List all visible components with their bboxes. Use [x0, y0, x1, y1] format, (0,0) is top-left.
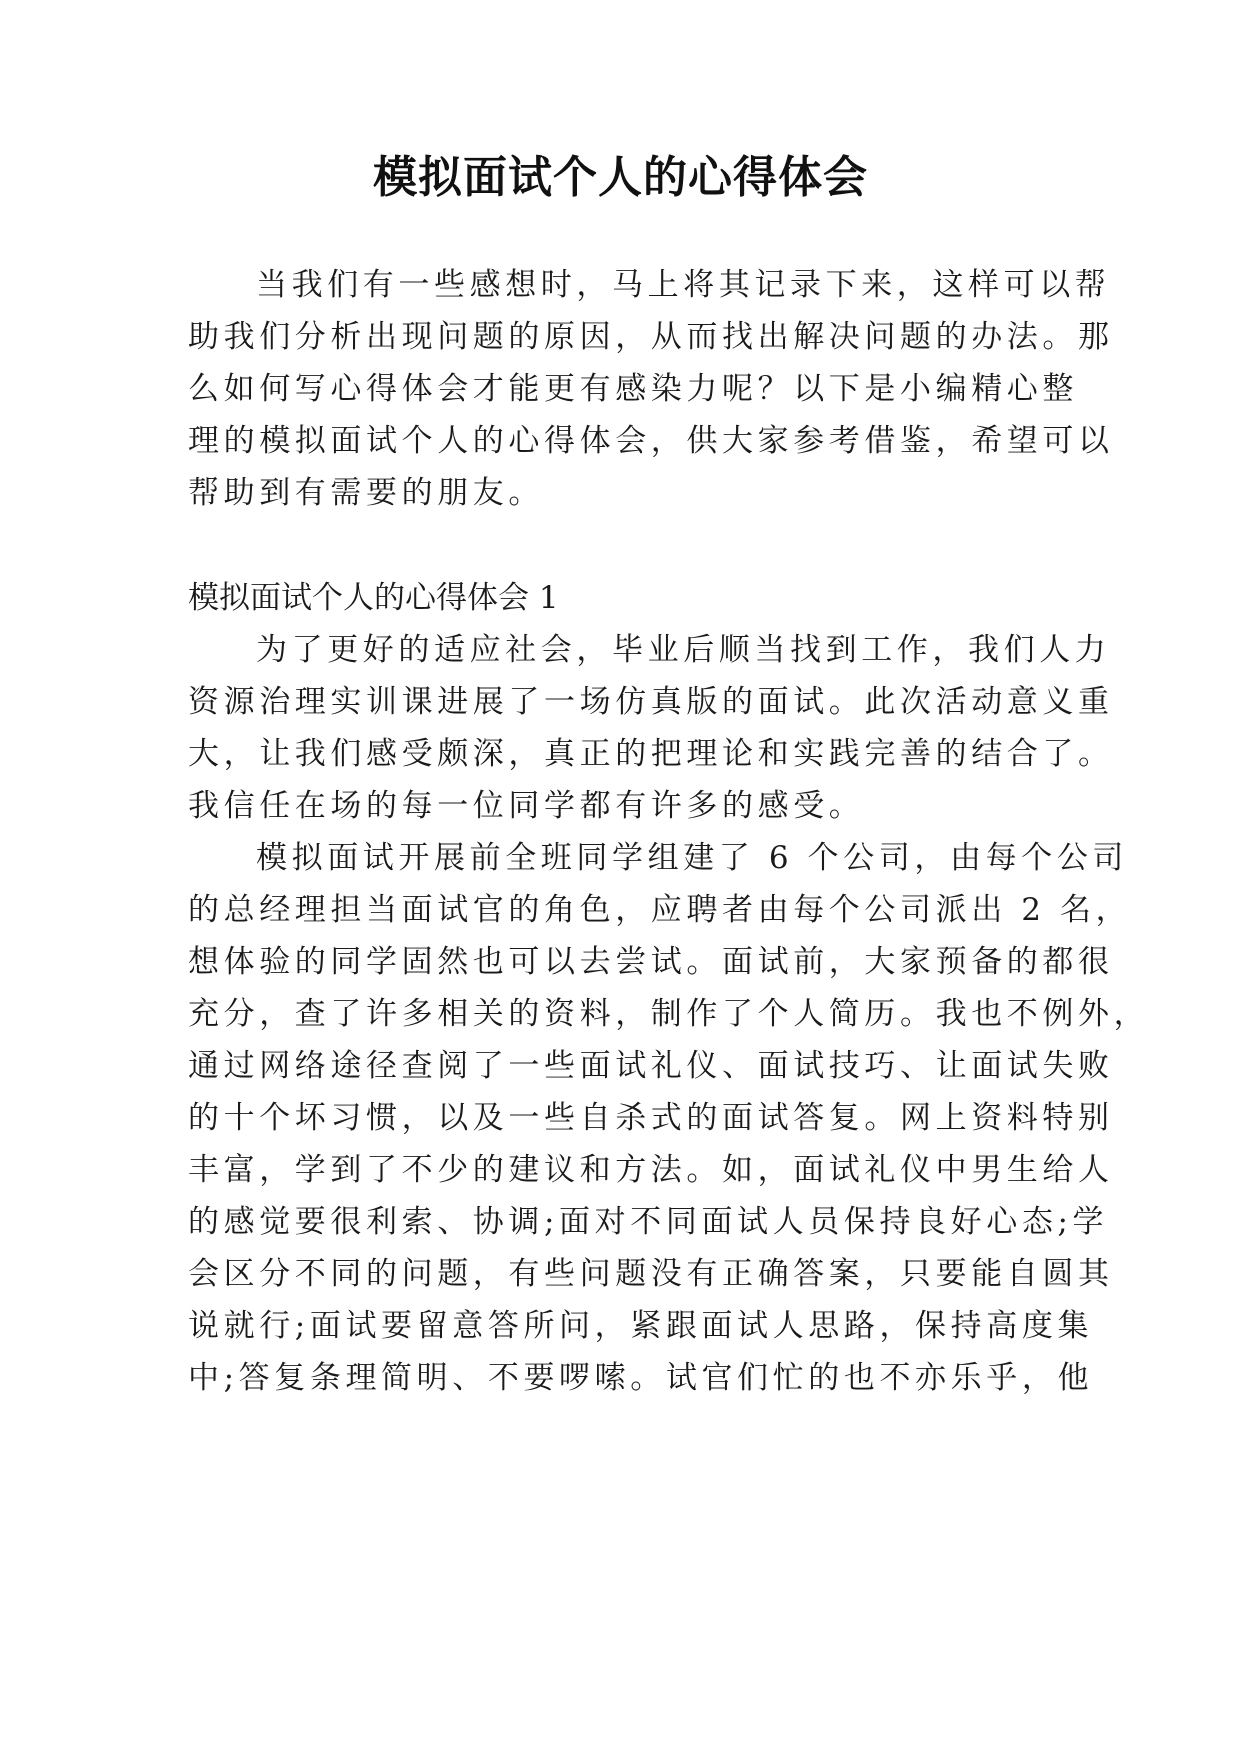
intro-line: 么如何写心得体会才能更有感染力呢？以下是小编精心整 — [188, 371, 1078, 407]
paragraph-line: 丰富，学到了不少的建议和方法。如，面试礼仪中男生给人 — [188, 1152, 1114, 1188]
paragraph-line: 模拟面试开展前全班同学组建了 6 个公司，由每个公司 — [256, 840, 1129, 876]
paragraph-line: 说就行;面试要留意答所问，紧跟面试人思路，保持高度集 — [188, 1308, 1094, 1344]
paragraph-line: 为了更好的适应社会，毕业后顺当找到工作，我们人力 — [256, 632, 1111, 668]
paragraph-line: 通过网络途径查阅了一些面试礼仪、面试技巧、让面试失败 — [188, 1048, 1114, 1084]
intro-line: 助我们分析出现问题的原因，从而找出解决问题的办法。那 — [188, 319, 1114, 355]
paragraph-line: 的十个坏习惯，以及一些自杀式的面试答复。网上资料特别 — [188, 1100, 1114, 1136]
intro-line: 帮助到有需要的朋友。 — [188, 475, 544, 511]
paragraph-line: 大，让我们感受颇深，真正的把理论和实践完善的结合了。 — [188, 736, 1114, 772]
paragraph-line: 的感觉要很利索、协调;面对不同面试人员保持良好心态;学 — [188, 1204, 1109, 1240]
intro-line: 理的模拟面试个人的心得体会，供大家参考借鉴，希望可以 — [188, 423, 1114, 459]
paragraph-line: 充分，查了许多相关的资料，制作了个人简历。我也不例外， — [188, 996, 1150, 1032]
paragraph-line: 资源治理实训课进展了一场仿真版的面试。此次活动意义重 — [188, 684, 1114, 720]
section-heading: 模拟面试个人的心得体会 1 — [188, 580, 559, 616]
paragraph-line: 会区分不同的问题，有些问题没有正确答案，只要能自圆其 — [188, 1256, 1114, 1292]
paragraph-line: 想体验的同学固然也可以去尝试。面试前，大家预备的都很 — [188, 944, 1114, 980]
paragraph-line: 中;答复条理简明、不要啰嗦。试官们忙的也不亦乐乎，他 — [188, 1360, 1094, 1396]
paragraph-line: 的总经理担当面试官的角色，应聘者由每个公司派出 2 名， — [188, 892, 1132, 928]
paragraph-line: 我信任在场的每一位同学都有许多的感受。 — [188, 788, 865, 824]
document-title: 模拟面试个人的心得体会 — [373, 152, 868, 203]
intro-line: 当我们有一些感想时，马上将其记录下来，这样可以帮 — [256, 267, 1111, 303]
